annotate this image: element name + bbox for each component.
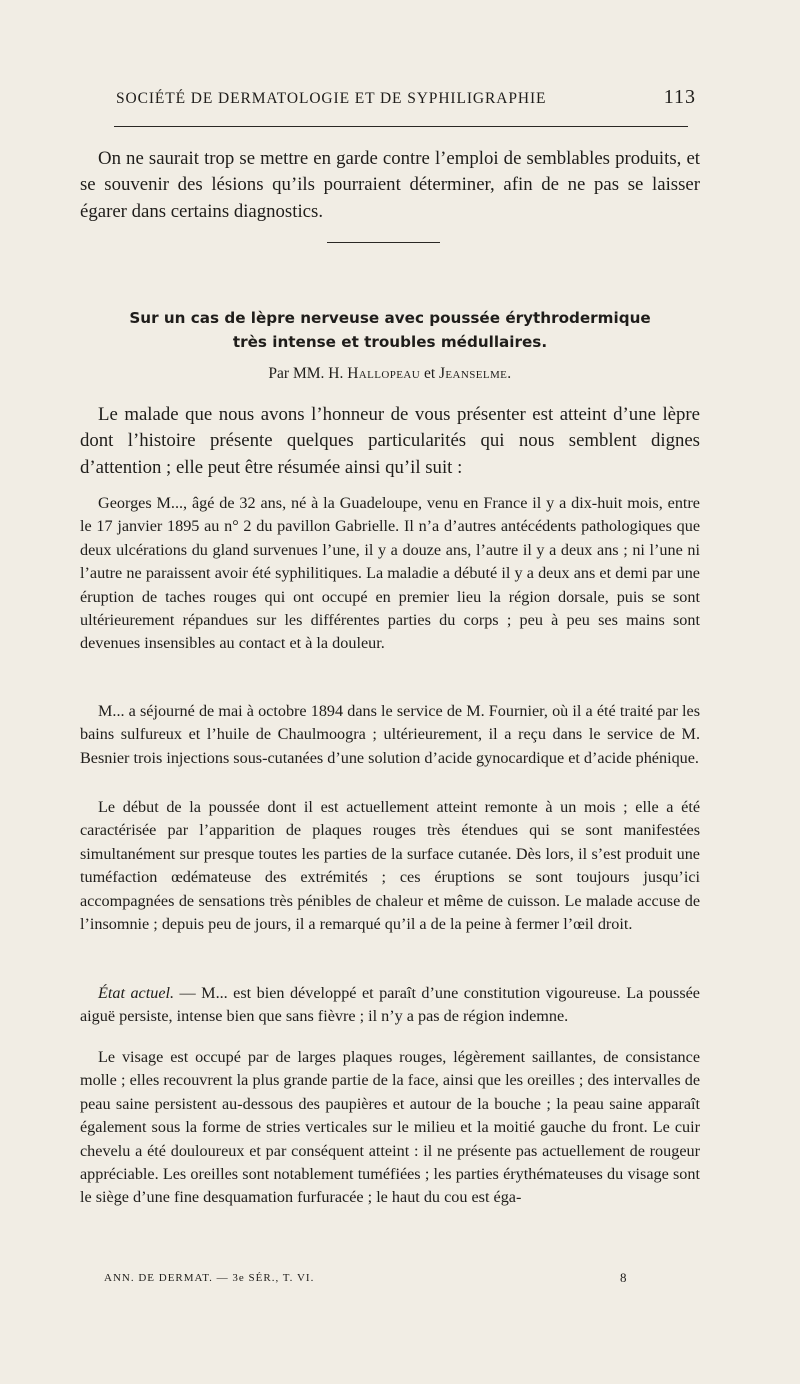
treatment-paragraph: M... a séjourné de mai à octobre 1894 dans le service de M. Fournier, où il a été traité par les bains sulfureux et l’huile de Chaulmoogra ; ultérieurement, il a reçu dans le service de M. Besnier trois injections sous-cutanées d’une solution d’acide gynocardique et d’acide phénique.: [80, 702, 700, 767]
sheet-signature: ANN. DE DERMAT. — 3e SÉR., T. VI.: [104, 1272, 315, 1284]
author-hallopeau: Hallopeau: [347, 365, 421, 382]
page-footer: [80, 1270, 700, 1290]
article-title-line-2: très intense et troubles médullaires.: [232, 333, 548, 351]
article-title-line-1: Sur un cas de lèpre nerveuse avec poussée érythrodermique: [129, 309, 651, 327]
opening-paragraph: Le malade que nous avons l’honneur de vous présenter est atteint d’une lèpre dont l’histoire présente quelques particularités qui nous semblent dignes d’attention ; elle peut être résumée ainsi qu’il suit :: [80, 404, 700, 478]
current-state-label: État actuel.: [98, 984, 175, 1002]
author-jeanselme: Jeanselme.: [439, 365, 512, 382]
section-divider: [327, 242, 440, 243]
byline-prefix: Par MM. H.: [268, 365, 344, 382]
byline-conjunction: et: [423, 365, 436, 382]
sheet-number: 8: [620, 1270, 628, 1285]
intro-paragraph: On ne saurait trop se mettre en garde contre l’emploi de semblables produits, et se souvenir des lésions qu’ils pourraient déterminer, afin de ne pas se laisser égarer dans certains diagnostics.: [80, 148, 700, 222]
current-state-text: — M... est bien développé et paraît d’une constitution vigoureuse. La poussée aiguë persiste, intense bien que sans fièvre ; il n’y a pas de région indemne.: [80, 984, 700, 1026]
current-state-paragraph: [80, 982, 700, 1029]
history-paragraph: Georges M..., âgé de 32 ans, né à la Guadeloupe, venu en France il y a dix-huit mois, entre le 17 janvier 1895 au n° 2 du pavillon Gabrielle. Il n’a d’autres antécédents pathologiques que deux ulcérations du gland survenues l’une, il y a douze ans, l’autre il y a deux ans ; ni l’une ni l’autre ne paraissent avoir été syphilitiques. La maladie a débuté il y a deux ans et demi par une éruption de taches rouges qui ont occupé en premier lieu la région dorsale, puis se sont ultérieurement répandues sur les différentes parties du corps ; peu à peu ses mains sont devenues insensibles au contact et à la douleur.: [80, 494, 700, 653]
onset-paragraph: Le début de la poussée dont il est actuellement atteint remonte à un mois ; elle a été caractérisée par l’apparition de plaques rouges très étendues qui se sont manifestées simultanément sur presque toutes les parties de la surface cutanée. Dès lors, il s’est produit une tuméfaction œdémateuse des extrémités ; ces éruptions se sont toujours jusqu’ici accompagnées de sensations très pénibles de chaleur et même de cuisson. Le malade accuse de l’insomnie ; depuis peu de jours, il a remarqué qu’il a de la peine à fermer l’œil droit.: [80, 798, 700, 934]
article-title: [70, 306, 710, 354]
header-rule: [114, 126, 688, 127]
byline: [80, 362, 700, 386]
face-paragraph: Le visage est occupé par de larges plaques rouges, légèrement saillantes, de consistance molle ; elles recouvrent la plus grande partie de la face, ainsi que les oreilles ; des intervalles de peau saine persistent au-dessous des paupières et autour de la bouche ; la peau saine apparaît également sous la forme de stries verticales sur le milieu et la moitié gauche du front. Le cuir chevelu a été douloureux et par conséquent atteint : il ne présente pas actuellement de rougeur appréciable. Les oreilles sont notablement tuméfiées ; les parties érythémateuses du visage sont le siège d’une fine desquamation furfuracée ; le haut du cou est éga-: [80, 1048, 700, 1207]
page-number: 113: [663, 86, 696, 108]
running-head: [80, 86, 700, 112]
running-title: SOCIÉTÉ DE DERMATOLOGIE ET DE SYPHILIGRAPHIE: [116, 90, 547, 107]
